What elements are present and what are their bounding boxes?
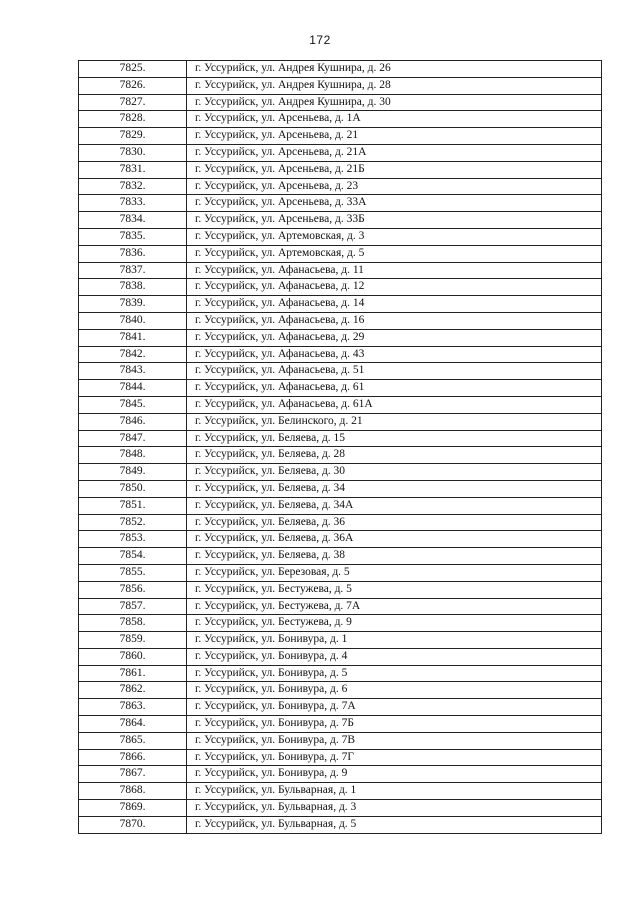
row-number-cell: 7869. [79,800,187,817]
row-number-cell: 7860. [79,648,187,665]
address-cell: г. Уссурийск, ул. Афанасьева, д. 61 [187,380,602,397]
row-number-cell: 7832. [79,178,187,195]
table-row [79,564,602,581]
table-row [79,430,602,447]
address-cell: г. Уссурийск, ул. Бестужева, д. 7А [187,598,602,615]
address-cell: г. Уссурийск, ул. Афанасьева, д. 29 [187,329,602,346]
row-number-cell: 7827. [79,94,187,111]
table-row [79,329,602,346]
address-cell: г. Уссурийск, ул. Бонивура, д. 7А [187,699,602,716]
table-row [79,346,602,363]
table-row [79,716,602,733]
row-number-cell: 7861. [79,665,187,682]
address-cell: г. Уссурийск, ул. Афанасьева, д. 43 [187,346,602,363]
address-cell: г. Уссурийск, ул. Арсеньева, д. 1А [187,111,602,128]
table-row [79,296,602,313]
row-number-cell: 7836. [79,245,187,262]
address-cell: г. Уссурийск, ул. Андрея Кушнира, д. 26 [187,61,602,78]
table-row [79,413,602,430]
address-cell: г. Уссурийск, ул. Беляева, д. 30 [187,464,602,481]
row-number-cell: 7859. [79,632,187,649]
row-number-cell: 7849. [79,464,187,481]
table-row [79,816,602,833]
address-cell: г. Уссурийск, ул. Бестужева, д. 5 [187,581,602,598]
address-cell: г. Уссурийск, ул. Андрея Кушнира, д. 30 [187,94,602,111]
row-number-cell: 7852. [79,514,187,531]
row-number-cell: 7833. [79,195,187,212]
row-number-cell: 7835. [79,228,187,245]
address-cell: г. Уссурийск, ул. Афанасьева, д. 16 [187,312,602,329]
row-number-cell: 7862. [79,682,187,699]
row-number-cell: 7829. [79,128,187,145]
table-row [79,77,602,94]
row-number-cell: 7826. [79,77,187,94]
row-number-cell: 7857. [79,598,187,615]
table-row [79,732,602,749]
address-cell: г. Уссурийск, ул. Бестужева, д. 9 [187,615,602,632]
address-cell: г. Уссурийск, ул. Бульварная, д. 3 [187,800,602,817]
table-row [79,111,602,128]
address-cell: г. Уссурийск, ул. Беляева, д. 36А [187,531,602,548]
address-cell: г. Уссурийск, ул. Беляева, д. 34А [187,497,602,514]
row-number-cell: 7841. [79,329,187,346]
table-row [79,61,602,78]
table-row [79,598,602,615]
row-number-cell: 7846. [79,413,187,430]
address-table [78,60,602,834]
table-row [79,514,602,531]
address-cell: г. Уссурийск, ул. Бонивура, д. 5 [187,665,602,682]
address-cell: г. Уссурийск, ул. Бонивура, д. 6 [187,682,602,699]
address-cell: г. Уссурийск, ул. Березовая, д. 5 [187,564,602,581]
address-cell: г. Уссурийск, ул. Афанасьева, д. 51 [187,363,602,380]
address-cell: г. Уссурийск, ул. Арсеньева, д. 33Б [187,212,602,229]
table-row [79,783,602,800]
table-row [79,144,602,161]
row-number-cell: 7855. [79,564,187,581]
row-number-cell: 7848. [79,447,187,464]
table-row [79,699,602,716]
address-cell: г. Уссурийск, ул. Арсеньева, д. 21 [187,128,602,145]
table-row [79,615,602,632]
row-number-cell: 7830. [79,144,187,161]
address-cell: г. Уссурийск, ул. Беляева, д. 28 [187,447,602,464]
table-row [79,312,602,329]
address-cell: г. Уссурийск, ул. Бонивура, д. 7Б [187,716,602,733]
address-cell: г. Уссурийск, ул. Афанасьева, д. 61А [187,396,602,413]
row-number-cell: 7851. [79,497,187,514]
table-row [79,464,602,481]
address-cell: г. Уссурийск, ул. Афанасьева, д. 12 [187,279,602,296]
row-number-cell: 7828. [79,111,187,128]
address-cell: г. Уссурийск, ул. Арсеньева, д. 23 [187,178,602,195]
table-row [79,161,602,178]
table-row [79,632,602,649]
address-cell: г. Уссурийск, ул. Бульварная, д. 5 [187,816,602,833]
address-cell: г. Уссурийск, ул. Арсеньева, д. 21А [187,144,602,161]
address-cell: г. Уссурийск, ул. Арсеньева, д. 33А [187,195,602,212]
table-row [79,178,602,195]
table-row [79,480,602,497]
row-number-cell: 7864. [79,716,187,733]
table-row [79,581,602,598]
address-cell: г. Уссурийск, ул. Беляева, д. 38 [187,548,602,565]
address-cell: г. Уссурийск, ул. Афанасьева, д. 14 [187,296,602,313]
address-cell: г. Уссурийск, ул. Афанасьева, д. 11 [187,262,602,279]
table-row [79,648,602,665]
row-number-cell: 7854. [79,548,187,565]
row-number-cell: 7866. [79,749,187,766]
row-number-cell: 7858. [79,615,187,632]
table-row [79,548,602,565]
table-row [79,212,602,229]
row-number-cell: 7825. [79,61,187,78]
row-number-cell: 7840. [79,312,187,329]
table-row [79,262,602,279]
address-cell: г. Уссурийск, ул. Арсеньева, д. 21Б [187,161,602,178]
row-number-cell: 7843. [79,363,187,380]
address-cell: г. Уссурийск, ул. Беляева, д. 34 [187,480,602,497]
row-number-cell: 7847. [79,430,187,447]
table-row [79,279,602,296]
row-number-cell: 7831. [79,161,187,178]
row-number-cell: 7834. [79,212,187,229]
row-number-cell: 7867. [79,766,187,783]
table-row [79,800,602,817]
address-cell: г. Уссурийск, ул. Беляева, д. 15 [187,430,602,447]
row-number-cell: 7865. [79,732,187,749]
table-row [79,531,602,548]
table-row [79,497,602,514]
page-number: 172 [309,33,331,47]
address-cell: г. Уссурийск, ул. Андрея Кушнира, д. 28 [187,77,602,94]
address-cell: г. Уссурийск, ул. Бонивура, д. 7В [187,732,602,749]
table-row [79,128,602,145]
row-number-cell: 7845. [79,396,187,413]
row-number-cell: 7838. [79,279,187,296]
table-row [79,380,602,397]
table-body [79,61,602,834]
row-number-cell: 7842. [79,346,187,363]
row-number-cell: 7868. [79,783,187,800]
table-row [79,749,602,766]
table-row [79,766,602,783]
row-number-cell: 7863. [79,699,187,716]
table-row [79,228,602,245]
table-row [79,396,602,413]
table-row [79,682,602,699]
address-cell: г. Уссурийск, ул. Белинского, д. 21 [187,413,602,430]
address-cell: г. Уссурийск, ул. Бонивура, д. 4 [187,648,602,665]
row-number-cell: 7870. [79,816,187,833]
row-number-cell: 7850. [79,480,187,497]
row-number-cell: 7839. [79,296,187,313]
table-row [79,195,602,212]
address-cell: г. Уссурийск, ул. Артемовская, д. 3 [187,228,602,245]
row-number-cell: 7853. [79,531,187,548]
address-cell: г. Уссурийск, ул. Бонивура, д. 7Г [187,749,602,766]
address-cell: г. Уссурийск, ул. Артемовская, д. 5 [187,245,602,262]
table-row [79,665,602,682]
address-cell: г. Уссурийск, ул. Бульварная, д. 1 [187,783,602,800]
row-number-cell: 7856. [79,581,187,598]
table-row [79,94,602,111]
row-number-cell: 7844. [79,380,187,397]
row-number-cell: 7837. [79,262,187,279]
table-row [79,245,602,262]
address-cell: г. Уссурийск, ул. Бонивура, д. 1 [187,632,602,649]
table-row [79,447,602,464]
table-row [79,363,602,380]
address-cell: г. Уссурийск, ул. Бонивура, д. 9 [187,766,602,783]
address-cell: г. Уссурийск, ул. Беляева, д. 36 [187,514,602,531]
